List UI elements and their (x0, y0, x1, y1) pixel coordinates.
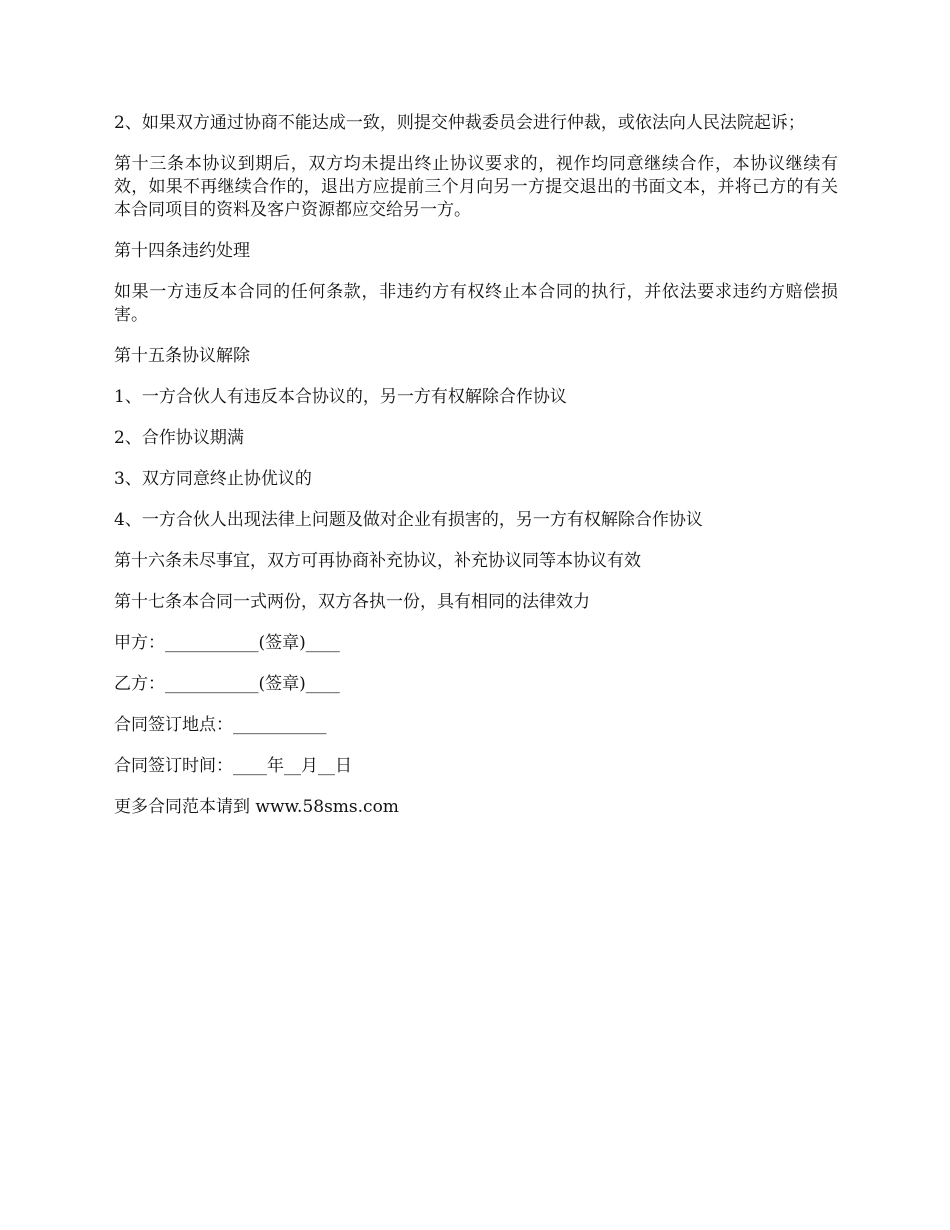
signing-place-line: 合同签订地点：___________ (114, 715, 327, 735)
clause-14-body: 如果一方违反本合同的任何条款，非违约方有权终止本合同的执行，并依法要求违约方赔偿损害。 (114, 282, 838, 325)
document-page (114, 112, 838, 837)
clause-16: 第十六条未尽事宜，双方可再协商补充协议，补充协议同等本协议有效 (114, 551, 641, 571)
footer-more-templates: 更多合同范本请到 www.58sms.com (114, 797, 399, 817)
clause-15-heading: 第十五条协议解除 (114, 346, 250, 366)
clause-15-item-3: 3、双方同意终止协优议的 (114, 469, 312, 489)
clause-17: 第十七条本合同一式两份，双方各执一份，具有相同的法律效力 (114, 592, 590, 612)
clause-15-item-2: 2、合作协议期满 (114, 428, 244, 448)
clause-15-item-1: 1、一方合伙人有违反本合协议的，另一方有权解除合作协议 (114, 387, 567, 407)
clause-arbitration: 2、如果双方通过协商不能达成一致，则提交仲裁委员会进行仲裁，或依法向人民法院起诉； (114, 113, 805, 133)
clause-15-item-4: 4、一方合伙人出现法律上问题及做对企业有损害的，另一方有权解除合作协议 (114, 510, 703, 530)
clause-13-renewal: 第十三条本协议到期后，双方均未提出终止协议要求的，视作均同意继续合作，本协议继续有效，如果不再继续合作的，退出方应提前三个月向另一方提交退出的书面文本，并将己方的有关本合同项目的资料及客户资源都应交给另一方。 (114, 154, 838, 220)
party-b-signature-line: 乙方：___________(签章)____ (114, 674, 340, 694)
party-a-signature-line: 甲方：___________(签章)____ (114, 633, 340, 653)
clause-14-heading: 第十四条违约处理 (114, 241, 250, 261)
signing-date-line: 合同签订时间：____年__月__日 (114, 756, 352, 776)
